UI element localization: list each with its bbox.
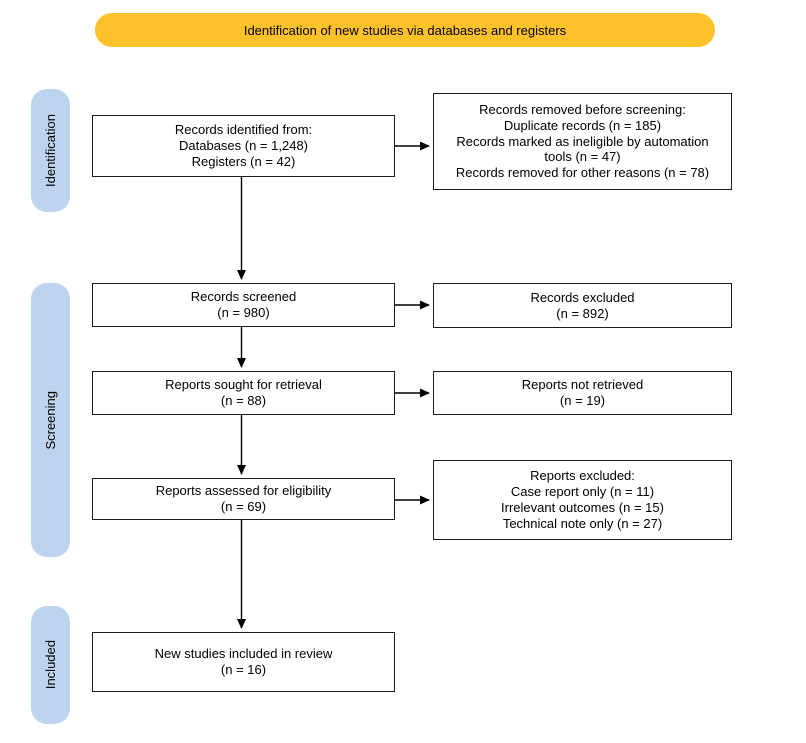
box-text-line: Case report only (n = 11) xyxy=(510,484,655,500)
box-text-line: Records excluded xyxy=(530,289,635,305)
stage-label-identification: Identification xyxy=(43,114,58,187)
box-text-line: (n = 88) xyxy=(220,393,267,408)
box-records-identified xyxy=(92,115,395,177)
box-text-line: Records identified from: xyxy=(174,122,313,138)
stage-pill-screening xyxy=(31,283,70,557)
stage-label-included: Included xyxy=(43,640,58,690)
box-text-line: (n = 892) xyxy=(556,305,609,321)
box-text-line: (n = 69) xyxy=(220,499,267,514)
box-records-removed xyxy=(433,93,732,190)
box-text-line: Duplicate records (n = 185) xyxy=(503,117,662,133)
box-reports-not-retrieved xyxy=(433,371,732,415)
box-text-line: (n = 16) xyxy=(220,662,267,677)
box-text-line: Reports excluded: xyxy=(530,468,635,484)
box-new-studies-included xyxy=(92,632,395,692)
box-records-excluded xyxy=(433,283,732,328)
box-records-screened xyxy=(92,283,395,327)
box-text-line: (n = 19) xyxy=(559,393,606,408)
box-text-line: Records screened xyxy=(190,289,297,305)
box-reports-assessed xyxy=(92,478,395,520)
box-text-line: New studies included in review xyxy=(154,646,333,662)
box-text-line: Records removed for other reasons (n = 78) xyxy=(455,165,710,181)
box-reports-sought xyxy=(92,371,395,415)
box-text-line: Irrelevant outcomes (n = 15) xyxy=(501,500,664,515)
box-text-line: Reports sought for retrieval xyxy=(165,377,322,393)
stage-pill-identification xyxy=(31,89,70,212)
box-reports-excluded xyxy=(433,460,732,540)
box-text-line: Records marked as ineligible by automation tools (n = 47) xyxy=(456,133,709,165)
box-text-line: Technical note only (n = 27) xyxy=(502,515,663,531)
box-text-line: Records removed before screening: xyxy=(479,101,686,117)
banner-title: Identification of new studies via databases and registers xyxy=(95,13,715,47)
box-text-line: Reports not retrieved xyxy=(521,377,644,393)
box-text-line: Databases (n = 1,248) xyxy=(179,138,308,154)
stage-pill-included xyxy=(31,606,70,724)
box-text-line: Reports assessed for eligibility xyxy=(155,483,332,499)
box-text-line: (n = 980) xyxy=(217,305,270,320)
stage-label-screening: Screening xyxy=(43,390,58,450)
box-text-line: Registers (n = 42) xyxy=(191,153,296,169)
